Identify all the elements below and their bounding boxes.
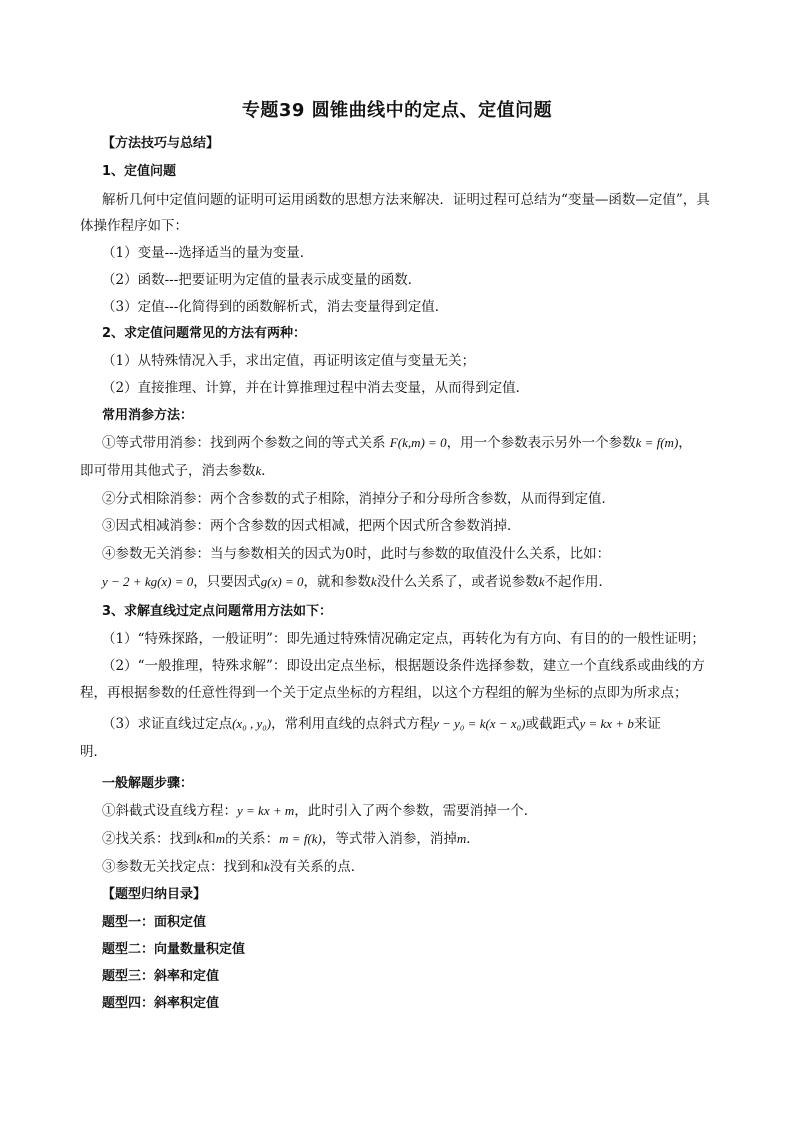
text: ②找关系：找到 — [102, 831, 197, 847]
text: 和 — [202, 831, 216, 847]
formula-gx: g(x) = 0 — [260, 574, 304, 589]
text: ， — [678, 435, 692, 451]
elimination-4-line-2 — [102, 572, 612, 592]
text: ①斜截式设直线方程： — [102, 803, 237, 819]
formula-slope-intercept: y = kx + m — [237, 803, 295, 818]
line-method-2-line-1: （2）“一般推理，特殊求解”：即设出定点坐标，根据题设条件选择参数，建立一个直线系或曲线的方 — [102, 658, 705, 674]
text: （3）求证直线过定点 — [102, 716, 233, 732]
method-special-case: （1）从特殊情况入手，求出定值，再证明该定值与变量无关； — [102, 353, 476, 369]
step-function: （2）函数---把要证明为定值的量表示成变量的函数． — [102, 272, 422, 288]
formula-k-f-m: k = f(m) — [635, 435, 679, 450]
step-fixed-value: （3）定值---化简得到的函数解析式，消去变量得到定值． — [102, 299, 449, 315]
symbol-m: m — [456, 831, 467, 846]
symbol-m: m — [215, 831, 226, 846]
formula-intercept: y = kx + b — [579, 716, 634, 731]
text: 的关系： — [225, 831, 280, 847]
text: ． — [466, 831, 480, 847]
text: 不起作用． — [544, 574, 613, 590]
page-title: 专题39 圆锥曲线中的定点、定值问题 — [241, 100, 553, 121]
step-1 — [102, 801, 537, 821]
text: ①等式带用消参：找到两个参数之间的等式关系 — [102, 435, 390, 451]
step-2 — [102, 829, 480, 849]
formula-m-fk: m = f(k) — [279, 831, 322, 846]
method-direct-reasoning: （2）直接推理、计算，并在计算推理过程中消去变量，从而得到定值． — [102, 380, 530, 396]
symbol-k: k — [196, 831, 203, 846]
text: ，常利用直线的点斜式方程 — [271, 716, 434, 732]
step-3 — [102, 857, 364, 877]
elimination-heading: 常用消参方法： — [102, 408, 194, 423]
toc-item-3[interactable]: 题型三：斜率和定值 — [102, 969, 220, 984]
steps-heading: 一般解题步骤： — [102, 776, 194, 791]
line-method-3-line-1 — [102, 714, 661, 734]
text: ，等式带入消参，消掉 — [321, 831, 457, 847]
elimination-4-line-1: ④参数无关消参：当与参数相关的因式为0时，此时与参数的取值没什么关系，比如： — [102, 546, 611, 562]
methods-heading: 【方法技巧与总结】 — [102, 136, 220, 151]
toc-item-1[interactable]: 题型一：面积定值 — [102, 915, 207, 930]
text: 即可带用其他式子，消去参数 — [80, 463, 256, 479]
toc-heading: 【题型归纳目录】 — [102, 887, 207, 902]
line-method-3-line-2: 明． — [80, 744, 107, 760]
formula-y-2-kgx: y − 2 + kg(x) = 0 — [102, 574, 194, 589]
text: 没什么关系了，或者说参数 — [376, 574, 539, 590]
elimination-3: ③因式相减消参：两个含参数的因式相减，把两个因式所含参数消掉． — [102, 518, 521, 534]
symbol-k: k — [255, 463, 262, 478]
paragraph-1-line-2: 体操作程序如下： — [80, 218, 188, 234]
text: ，用一个参数表示另外一个参数 — [446, 435, 636, 451]
elimination-1-line-2 — [80, 461, 275, 481]
paragraph-1-line-1: 解析几何中定值问题的证明可运用函数的思想方法来解决．证明过程可总结为“变量—函数—定值”，具 — [102, 192, 710, 208]
formula-fixed-point: (x₀ , y₀) — [232, 716, 272, 731]
elimination-2: ②分式相除消参：两个含参数的式子相除，消掉分子和分母所含参数，从而得到定值． — [102, 491, 615, 507]
text: ，只要因式 — [193, 574, 261, 590]
elimination-1-line-1 — [102, 433, 692, 453]
formula-point-slope: y − y₀ = k(x − x₀) — [433, 716, 526, 731]
section-3-heading: 3、求解直线过定点问题常用方法如下： — [102, 604, 333, 619]
text: ③参数无关找定点：找到和 — [102, 859, 264, 875]
line-method-2-line-2: 程，再根据参数的任意性得到一个关于定点坐标的方程组，以这个方程组的解为坐标的点即为所求点； — [80, 685, 688, 701]
text: ，此时引入了两个参数，需要消掉一个． — [294, 803, 538, 819]
toc-item-4[interactable]: 题型四：斜率积定值 — [102, 996, 220, 1011]
section-2-heading: 2、求定值问题常见的方法有两种： — [102, 326, 307, 341]
section-1-heading: 1、定值问题 — [102, 164, 177, 179]
toc-item-2[interactable]: 题型二：向量数量积定值 — [102, 942, 246, 957]
text: 或截距式 — [525, 716, 580, 732]
line-method-1: （1）“特殊探路，一般证明”：即先通过特殊情况确定定点，再转化为有方向、有目的的一般性证明； — [102, 631, 705, 647]
step-variable: （1）变量---选择适当的量为变量． — [102, 245, 314, 261]
symbol-k: k — [264, 859, 270, 874]
text: 没有关系的点． — [269, 859, 365, 875]
text: ． — [261, 463, 275, 479]
symbol-k: k — [371, 574, 377, 589]
symbol-k: k — [538, 574, 545, 589]
formula-F-k-m: F(k,m) = 0 — [389, 435, 447, 450]
text: 来证 — [633, 716, 661, 732]
text: ，就和参数 — [303, 574, 371, 590]
